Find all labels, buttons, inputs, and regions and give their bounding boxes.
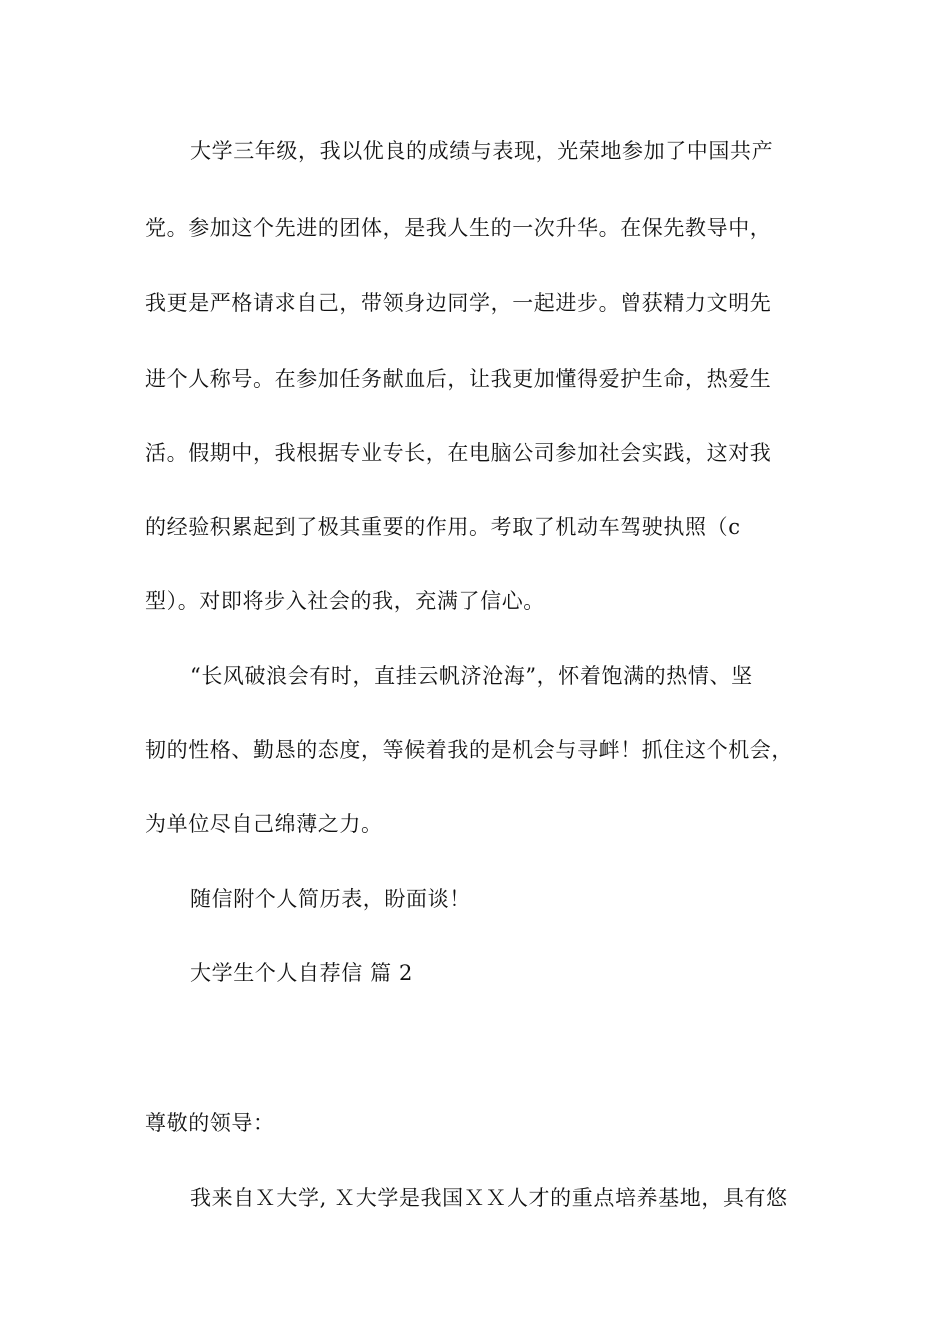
- resume-note: 随信附个人简历表，盼面谈！: [190, 887, 471, 911]
- paragraph-2-line-2: 韧的性格、勤恳的态度，等候着我的是机会与寻衅！抓住这个机会，: [145, 738, 793, 762]
- paragraph-2-line-3: 为单位尽自己绵薄之力。: [145, 812, 383, 836]
- paragraph-1-line-5: 活。假期中，我根据专业专长，在电脑公司参加社会实践，这对我: [145, 441, 772, 465]
- section-heading: 大学生个人自荐信 篇 2: [190, 961, 413, 985]
- paragraph-1-line-7: 型）。对即将步入社会的我，充满了信心。: [145, 589, 545, 613]
- paragraph-1-line-6: 的经验积累起到了极其重要的作用。考取了机动车驾驶执照（c: [145, 515, 741, 539]
- paragraph-1-line-1: 大学三年级，我以优良的成绩与表现，光荣地参加了中国共产: [190, 139, 774, 163]
- paragraph-1-line-3: 我更是严格请求自己，带领身边同学，一起进步。曾获精力文明先: [145, 291, 772, 315]
- paragraph-1-line-2: 党。参加这个先进的团体，是我人生的一次升华。在保先教导中，: [145, 216, 772, 240]
- paragraph-1-line-4: 进个人称号。在参加任务献血后，让我更加懂得爱护生命，热爱生: [145, 367, 772, 391]
- paragraph-3-line-1: 我来自Ｘ大学, Ｘ大学是我国ＸＸ人才的重点培养基地，具有悠: [190, 1186, 788, 1210]
- paragraph-2-line-1: “长风破浪会有时，直挂云帆济沧海”，怀着饱满的热情、坚: [190, 664, 753, 688]
- salutation: 尊敬的领导：: [145, 1111, 275, 1135]
